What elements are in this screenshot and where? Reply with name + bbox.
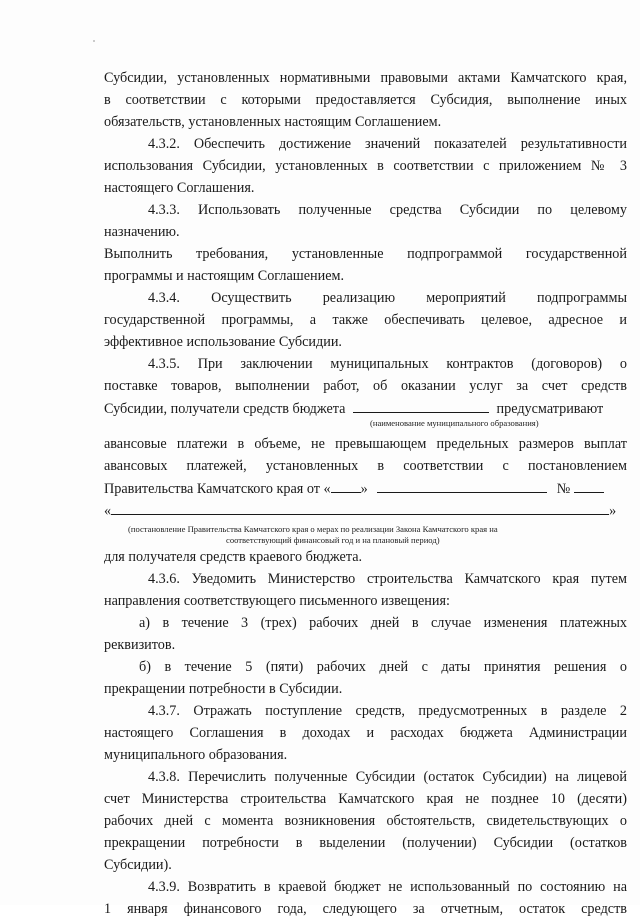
text-fragment: Правительства Камчатского края от « — [104, 481, 331, 497]
text-line-with-blanks — [104, 478, 627, 499]
text-line: реквизитов. — [104, 637, 176, 653]
text-fragment: Субсидии, получатели средств бюджета — [104, 401, 346, 417]
text-line: назначению. — [104, 224, 180, 240]
municipality-caption: (наименование муниципального образования) — [370, 418, 539, 428]
item-a: а) в течение 3 (трех) рабочих дней в случае изменения платежных — [139, 615, 627, 631]
text-line: государственной программы, а также обеспечивать целевое, адресное и — [104, 312, 627, 328]
text-line: Выполнить требования, установленные подпрограммой государственной — [104, 246, 627, 262]
text-line: настоящего Соглашения. — [104, 180, 255, 196]
text-line: направления соответствующего письменного извещения: — [104, 593, 450, 609]
clause-4-3-5: 4.3.5. При заключении муниципальных контрактов (договоров) о — [148, 356, 627, 372]
clause-4-3-7: 4.3.7. Отражать поступление средств, предусмотренных в разделе 2 — [148, 703, 627, 719]
text-line: обязательств, установленных настоящим Соглашением. — [104, 114, 442, 130]
clause-4-3-2: 4.3.2. Обеспечить достижение значений показателей результативности — [148, 136, 627, 152]
clause-4-3-9: 4.3.9. Возвратить в краевой бюджет не использованный по состоянию на — [148, 879, 627, 895]
text-line: 1 января финансового года, следующего за отчетным, остаток средств — [104, 901, 627, 917]
municipality-blank — [353, 398, 489, 413]
text-line: настоящего Соглашения в доходах и расходах бюджета Администрации — [104, 725, 627, 741]
text-line: авансовые платежи в объеме, не превышающем предельных размеров выплат — [104, 436, 627, 452]
text-line: использования Субсидии, установленных в соответствии с приложением № 3 — [104, 158, 627, 174]
clause-4-3-4: 4.3.4. Осуществить реализацию мероприятий подпрограммы — [148, 290, 627, 306]
text-fragment: « — [104, 503, 112, 519]
text-line: в соответствии с которыми предоставляется Субсидия, выполнение иных — [104, 92, 627, 108]
clause-4-3-6: 4.3.6. Уведомить Министерство строительства Камчатского края путем — [148, 571, 627, 587]
resolution-caption: соответствующий финансовый год и на плановый период) — [226, 535, 440, 545]
text-line: рабочих дней с момента возникновения обстоятельств, свидетельствующих о — [104, 813, 627, 829]
text-line: Субсидии, установленных нормативными правовыми актами Камчатского края, — [104, 70, 627, 86]
month-blank — [377, 478, 547, 493]
text-line: эффективное использование Субсидии. — [104, 334, 342, 350]
text-line: счет Министерства строительства Камчатского края не позднее 10 (десяти) — [104, 791, 627, 807]
text-line: программы и настоящим Соглашением. — [104, 268, 345, 284]
number-blank — [574, 478, 604, 493]
text-line: авансовых платежей, установленных в соответствии с постановлением — [104, 458, 627, 474]
text-fragment: » — [360, 481, 368, 497]
text-line: Субсидии). — [104, 857, 172, 873]
resolution-title-blank — [111, 500, 609, 515]
text-line: муниципального образования. — [104, 747, 288, 763]
clause-4-3-3: 4.3.3. Использовать полученные средства Субсидии по целевому — [148, 202, 627, 218]
text-line: поставке товаров, выполнении работ, об оказании услуг за счет средств — [104, 378, 627, 394]
text-fragment: № — [556, 481, 571, 497]
resolution-caption: (постановление Правительства Камчатского края о мерах по реализации Закона Камчатского края на — [128, 524, 498, 534]
text-line: прекращении потребности в выделении (получении) Субсидии (остатков — [104, 835, 627, 851]
text-fragment: предусматривают — [496, 401, 604, 417]
text-line-with-blank — [104, 500, 627, 521]
text-line: для получателя средств краевого бюджета. — [104, 549, 363, 565]
clause-4-3-8: 4.3.8. Перечислить полученные Субсидии (остаток Субсидии) на лицевой — [148, 769, 627, 785]
day-blank — [331, 478, 361, 493]
item-b: б) в течение 5 (пяти) рабочих дней с даты принятия решения о — [139, 659, 627, 675]
text-line: прекращении потребности в Субсидии. — [104, 681, 343, 697]
text-fragment: » — [609, 503, 617, 519]
text-line-with-blank — [104, 398, 627, 419]
